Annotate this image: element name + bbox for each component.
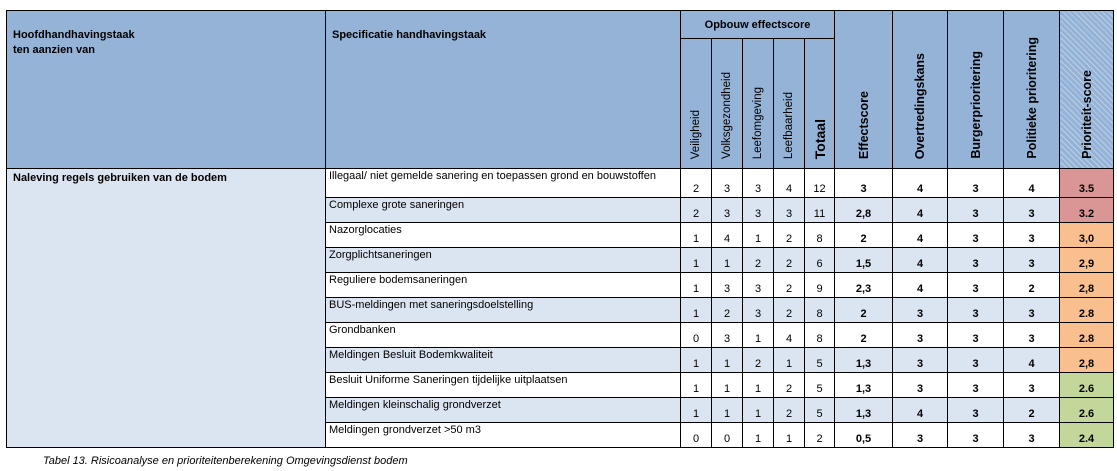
citizen-priority-cell: 3 [948, 373, 1004, 398]
political-priority-cell: 2 [1004, 398, 1060, 423]
effect-score-cell: 2 [835, 323, 893, 348]
livability-cell: 2 [774, 298, 805, 323]
livability-cell: 4 [774, 323, 805, 348]
political-priority-cell: 3 [1004, 223, 1060, 248]
citizen-priority-header: Burgerprioritering [948, 11, 1004, 169]
violation-chance-cell: 3 [893, 423, 948, 448]
specification-cell: BUS-meldingen met saneringsdoelstelling [326, 298, 681, 323]
safety-cell: 2 [681, 198, 712, 223]
table-row [7, 169, 1114, 198]
citizen-priority-cell: 3 [948, 323, 1004, 348]
public-health-cell: 0 [712, 423, 743, 448]
specification-cell: Besluit Uniforme Saneringen tijdelijke uitplaatsen [326, 373, 681, 398]
total-cell: 6 [805, 248, 835, 273]
livability-cell: 2 [774, 373, 805, 398]
living-environment-cell: 2 [743, 348, 774, 373]
living-environment-cell: 3 [743, 198, 774, 223]
effect-score-header: Effectscore [835, 11, 893, 169]
priority-score-cell: 2.6 [1060, 398, 1114, 423]
specification-cell: Complexe grote saneringen [326, 198, 681, 223]
header-row-top [7, 11, 1114, 39]
safety-cell: 1 [681, 223, 712, 248]
citizen-priority-cell: 3 [948, 273, 1004, 298]
public-health-cell: 2 [712, 298, 743, 323]
effect-score-cell: 0,5 [835, 423, 893, 448]
safety-cell: 1 [681, 373, 712, 398]
priority-score-cell: 2.8 [1060, 323, 1114, 348]
violation-chance-cell: 4 [893, 223, 948, 248]
effect-score-cell: 1,3 [835, 373, 893, 398]
total-cell: 8 [805, 298, 835, 323]
violation-chance-cell: 4 [893, 169, 948, 198]
priority-score-cell: 3,0 [1060, 223, 1114, 248]
livability-cell: 3 [774, 198, 805, 223]
political-priority-cell: 3 [1004, 323, 1060, 348]
violation-chance-cell: 3 [893, 323, 948, 348]
public-health-cell: 1 [712, 348, 743, 373]
citizen-priority-cell: 3 [948, 223, 1004, 248]
total-cell: 5 [805, 348, 835, 373]
public-health-header: Volksgezondheid [712, 39, 743, 169]
effect-score-cell: 2 [835, 298, 893, 323]
specification-cell: Reguliere bodemsaneringen [326, 273, 681, 298]
political-priority-cell: 2 [1004, 273, 1060, 298]
public-health-cell: 3 [712, 273, 743, 298]
table-body [7, 169, 1114, 448]
specification-cell: Meldingen kleinschalig grondverzet [326, 398, 681, 423]
livability-header: Leefbaarheid [774, 39, 805, 169]
category-cell: Naleving regels gebruiken van de bodem [7, 169, 326, 448]
total-cell: 8 [805, 323, 835, 348]
living-environment-cell: 3 [743, 298, 774, 323]
violation-chance-cell: 3 [893, 373, 948, 398]
livability-cell: 2 [774, 248, 805, 273]
effect-score-cell: 1,3 [835, 398, 893, 423]
safety-cell: 0 [681, 423, 712, 448]
political-priority-cell: 3 [1004, 423, 1060, 448]
priority-score-cell: 3.5 [1060, 169, 1114, 198]
safety-cell: 1 [681, 348, 712, 373]
priority-score-header: Prioriteit-score [1060, 11, 1114, 169]
specification-header: Specificatie handhavingstaak [326, 11, 681, 169]
total-cell: 5 [805, 373, 835, 398]
violation-chance-cell: 3 [893, 348, 948, 373]
effect-score-cell: 2,8 [835, 198, 893, 223]
living-environment-cell: 2 [743, 248, 774, 273]
citizen-priority-cell: 3 [948, 298, 1004, 323]
priority-score-cell: 2,8 [1060, 273, 1114, 298]
living-environment-cell: 3 [743, 273, 774, 298]
public-health-cell: 1 [712, 373, 743, 398]
livability-cell: 2 [774, 273, 805, 298]
total-cell: 11 [805, 198, 835, 223]
political-priority-cell: 3 [1004, 298, 1060, 323]
priority-score-cell: 2,9 [1060, 248, 1114, 273]
main-task-header-line1: Hoofdhandhavingstaak [13, 29, 135, 41]
livability-cell: 4 [774, 169, 805, 198]
table-caption: Tabel 13. Risicoanalyse en prioriteitenberekening Omgevingsdienst bodem [43, 455, 408, 467]
safety-cell: 0 [681, 323, 712, 348]
total-cell: 9 [805, 273, 835, 298]
public-health-cell: 3 [712, 198, 743, 223]
living-environment-cell: 3 [743, 169, 774, 198]
living-environment-cell: 1 [743, 373, 774, 398]
political-priority-cell: 4 [1004, 169, 1060, 198]
living-environment-cell: 1 [743, 223, 774, 248]
main-task-header-line2: ten aanzien van [13, 44, 95, 56]
living-environment-cell: 1 [743, 423, 774, 448]
risk-analysis-table [6, 10, 1114, 448]
specification-cell: Nazorglocaties [326, 223, 681, 248]
political-priority-cell: 3 [1004, 198, 1060, 223]
specification-cell: Meldingen Besluit Bodemkwaliteit [326, 348, 681, 373]
livability-cell: 2 [774, 398, 805, 423]
living-environment-header: Leefomgeving [743, 39, 774, 169]
priority-score-cell: 2.8 [1060, 298, 1114, 323]
livability-cell: 1 [774, 348, 805, 373]
political-priority-cell: 3 [1004, 248, 1060, 273]
violation-chance-cell: 4 [893, 248, 948, 273]
effect-score-cell: 3 [835, 169, 893, 198]
main-task-header [7, 11, 326, 169]
total-cell: 8 [805, 223, 835, 248]
effect-score-cell: 2 [835, 223, 893, 248]
public-health-cell: 4 [712, 223, 743, 248]
violation-chance-cell: 4 [893, 273, 948, 298]
total-cell: 2 [805, 423, 835, 448]
livability-cell: 2 [774, 223, 805, 248]
priority-score-cell: 2.6 [1060, 373, 1114, 398]
priority-score-cell: 2.4 [1060, 423, 1114, 448]
violation-chance-header: Overtredingskans [893, 11, 948, 169]
safety-cell: 1 [681, 273, 712, 298]
safety-header: Veiligheid [681, 39, 712, 169]
safety-cell: 2 [681, 169, 712, 198]
political-priority-header: Politieke prioritering [1004, 11, 1060, 169]
citizen-priority-cell: 3 [948, 169, 1004, 198]
effect-score-cell: 2,3 [835, 273, 893, 298]
specification-cell: Illegaal/ niet gemelde sanering en toepassen grond en bouwstoffen [326, 169, 681, 198]
living-environment-cell: 1 [743, 398, 774, 423]
living-environment-cell: 1 [743, 323, 774, 348]
priority-score-cell: 2,8 [1060, 348, 1114, 373]
specification-cell: Zorgplichtsaneringen [326, 248, 681, 273]
safety-cell: 1 [681, 298, 712, 323]
total-cell: 12 [805, 169, 835, 198]
safety-cell: 1 [681, 398, 712, 423]
violation-chance-cell: 4 [893, 198, 948, 223]
total-header: Totaal [805, 39, 835, 169]
citizen-priority-cell: 3 [948, 198, 1004, 223]
citizen-priority-cell: 3 [948, 248, 1004, 273]
violation-chance-cell: 4 [893, 398, 948, 423]
specification-cell: Meldingen grondverzet >50 m3 [326, 423, 681, 448]
violation-chance-cell: 3 [893, 298, 948, 323]
public-health-cell: 3 [712, 169, 743, 198]
citizen-priority-cell: 3 [948, 398, 1004, 423]
political-priority-cell: 4 [1004, 348, 1060, 373]
effect-score-cell: 1,5 [835, 248, 893, 273]
total-cell: 5 [805, 398, 835, 423]
public-health-cell: 3 [712, 323, 743, 348]
livability-cell: 1 [774, 423, 805, 448]
public-health-cell: 1 [712, 248, 743, 273]
priority-score-cell: 3.2 [1060, 198, 1114, 223]
specification-cell: Grondbanken [326, 323, 681, 348]
public-health-cell: 1 [712, 398, 743, 423]
safety-cell: 1 [681, 248, 712, 273]
effect-score-cell: 1,3 [835, 348, 893, 373]
effect-group-header: Opbouw effectscore [681, 11, 835, 39]
political-priority-cell: 3 [1004, 373, 1060, 398]
citizen-priority-cell: 3 [948, 423, 1004, 448]
citizen-priority-cell: 3 [948, 348, 1004, 373]
